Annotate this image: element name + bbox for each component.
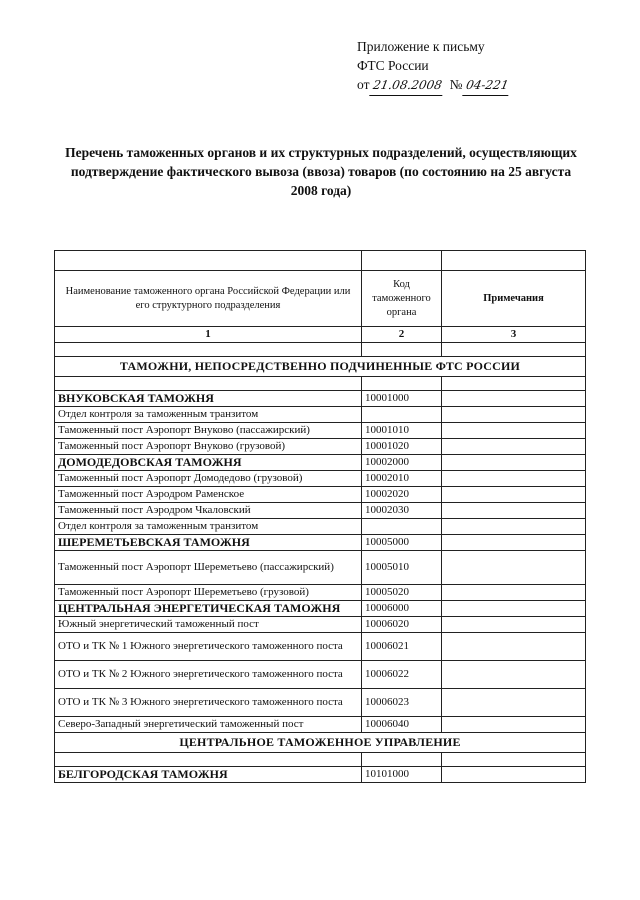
table-row	[55, 617, 586, 633]
row-code: 10005020	[362, 585, 442, 601]
row-code: 10101000	[362, 767, 442, 783]
row-name: Отдел контроля за таможенным транзитом	[55, 407, 362, 423]
row-name: Таможенный пост Аэропорт Внуково (пассажирский)	[55, 423, 362, 439]
appendix-line-1: Приложение к письму	[357, 39, 485, 54]
table-row	[55, 503, 586, 519]
row-code: 10001000	[362, 391, 442, 407]
row-code: 10006022	[362, 661, 442, 689]
row-name: Таможенный пост Аэропорт Внуково (грузовой)	[55, 439, 362, 455]
row-notes	[442, 519, 586, 535]
table-row	[55, 407, 586, 423]
table-row	[55, 487, 586, 503]
row-notes	[442, 439, 586, 455]
row-code	[362, 519, 442, 535]
appendix-line-2: ФТС России	[357, 58, 429, 73]
table-row	[55, 535, 586, 551]
row-code: 10006023	[362, 689, 442, 717]
blank-row	[55, 343, 586, 357]
handwritten-number: 04-221	[463, 76, 513, 96]
table-row	[55, 585, 586, 601]
from-label: от	[357, 77, 370, 92]
row-name: ОТО и ТК № 2 Южного энергетического таможенного поста	[55, 661, 362, 689]
row-name: Южный энергетический таможенный пост	[55, 617, 362, 633]
row-code: 10001020	[362, 439, 442, 455]
row-notes	[442, 503, 586, 519]
table-row	[55, 767, 586, 783]
row-notes	[442, 407, 586, 423]
row-code: 10006000	[362, 601, 442, 617]
row-name: ШЕРЕМЕТЬЕВСКАЯ ТАМОЖНЯ	[55, 535, 362, 551]
row-notes	[442, 689, 586, 717]
row-notes	[442, 423, 586, 439]
row-notes	[442, 585, 586, 601]
row-notes	[442, 391, 586, 407]
row-name: ОТО и ТК № 3 Южного энергетического таможенного поста	[55, 689, 362, 717]
row-code: 10001010	[362, 423, 442, 439]
blank-row	[55, 753, 586, 767]
row-name: Северо-Западный энергетический таможенный пост	[55, 717, 362, 733]
col-number-3: 3	[442, 327, 586, 343]
row-code: 10002020	[362, 487, 442, 503]
row-name: Отдел контроля за таможенным транзитом	[55, 519, 362, 535]
row-notes	[442, 661, 586, 689]
table-row	[55, 689, 586, 717]
section-row	[55, 357, 586, 377]
table-row	[55, 519, 586, 535]
handwritten-date: 21.08.2008	[370, 76, 446, 96]
row-name: БЕЛГОРОДСКАЯ ТАМОЖНЯ	[55, 767, 362, 783]
row-code: 10002000	[362, 455, 442, 471]
table-row	[55, 601, 586, 617]
appendix-date-line	[357, 75, 513, 96]
row-notes	[442, 535, 586, 551]
row-name: ОТО и ТК № 1 Южного энергетического таможенного поста	[55, 633, 362, 661]
row-code: 10006021	[362, 633, 442, 661]
blank-row	[55, 377, 586, 391]
row-name: ДОМОДЕДОВСКАЯ ТАМОЖНЯ	[55, 455, 362, 471]
customs-table	[54, 250, 586, 783]
table-row	[55, 423, 586, 439]
table-row	[55, 717, 586, 733]
section-title: ЦЕНТРАЛЬНОЕ ТАМОЖЕННОЕ УПРАВЛЕНИЕ	[55, 733, 586, 753]
table-row	[55, 455, 586, 471]
row-notes	[442, 455, 586, 471]
row-notes	[442, 633, 586, 661]
header-name: Наименование таможенного органа Российской Федерации или его структурного подразделения	[55, 271, 362, 327]
row-code: 10005000	[362, 535, 442, 551]
row-notes	[442, 601, 586, 617]
column-number-row	[55, 327, 586, 343]
table-row	[55, 439, 586, 455]
row-name: Таможенный пост Аэропорт Шереметьево (грузовой)	[55, 585, 362, 601]
row-code: 10002010	[362, 471, 442, 487]
col-number-1: 1	[55, 327, 362, 343]
number-label: №	[449, 77, 463, 92]
row-name: ВНУКОВСКАЯ ТАМОЖНЯ	[55, 391, 362, 407]
section-row	[55, 733, 586, 753]
col-number-2: 2	[362, 327, 442, 343]
section-title: ТАМОЖНИ, НЕПОСРЕДСТВЕННО ПОДЧИНЕННЫЕ ФТС РОССИИ	[55, 357, 586, 377]
row-name: Таможенный пост Аэродром Чкаловский	[55, 503, 362, 519]
row-notes	[442, 471, 586, 487]
row-code: 10006020	[362, 617, 442, 633]
row-name: Таможенный пост Аэропорт Шереметьево (пассажирский)	[55, 551, 362, 585]
table-row	[55, 633, 586, 661]
header-notes: Примечания	[442, 271, 586, 327]
row-code: 10005010	[362, 551, 442, 585]
row-name: Таможенный пост Аэродром Раменское	[55, 487, 362, 503]
row-name: Таможенный пост Аэропорт Домодедово (грузовой)	[55, 471, 362, 487]
row-notes	[442, 617, 586, 633]
row-notes	[442, 717, 586, 733]
table-row	[55, 471, 586, 487]
table-row	[55, 551, 586, 585]
row-name: ЦЕНТРАЛЬНАЯ ЭНЕРГЕТИЧЕСКАЯ ТАМОЖНЯ	[55, 601, 362, 617]
row-code: 10002030	[362, 503, 442, 519]
appendix-block	[357, 37, 513, 96]
header-row	[55, 271, 586, 327]
row-notes	[442, 767, 586, 783]
blank-row	[55, 251, 586, 271]
table-row	[55, 391, 586, 407]
table-row	[55, 661, 586, 689]
row-notes	[442, 551, 586, 585]
row-notes	[442, 487, 586, 503]
header-code: Код таможенного органа	[362, 271, 442, 327]
document-title: Перечень таможенных органов и их структурных подразделений, осуществляющих подтверждение фактического вывоза (ввоза) товаров (по состоянию на 25 августа 2008 года)	[65, 145, 577, 198]
row-code	[362, 407, 442, 423]
row-code: 10006040	[362, 717, 442, 733]
